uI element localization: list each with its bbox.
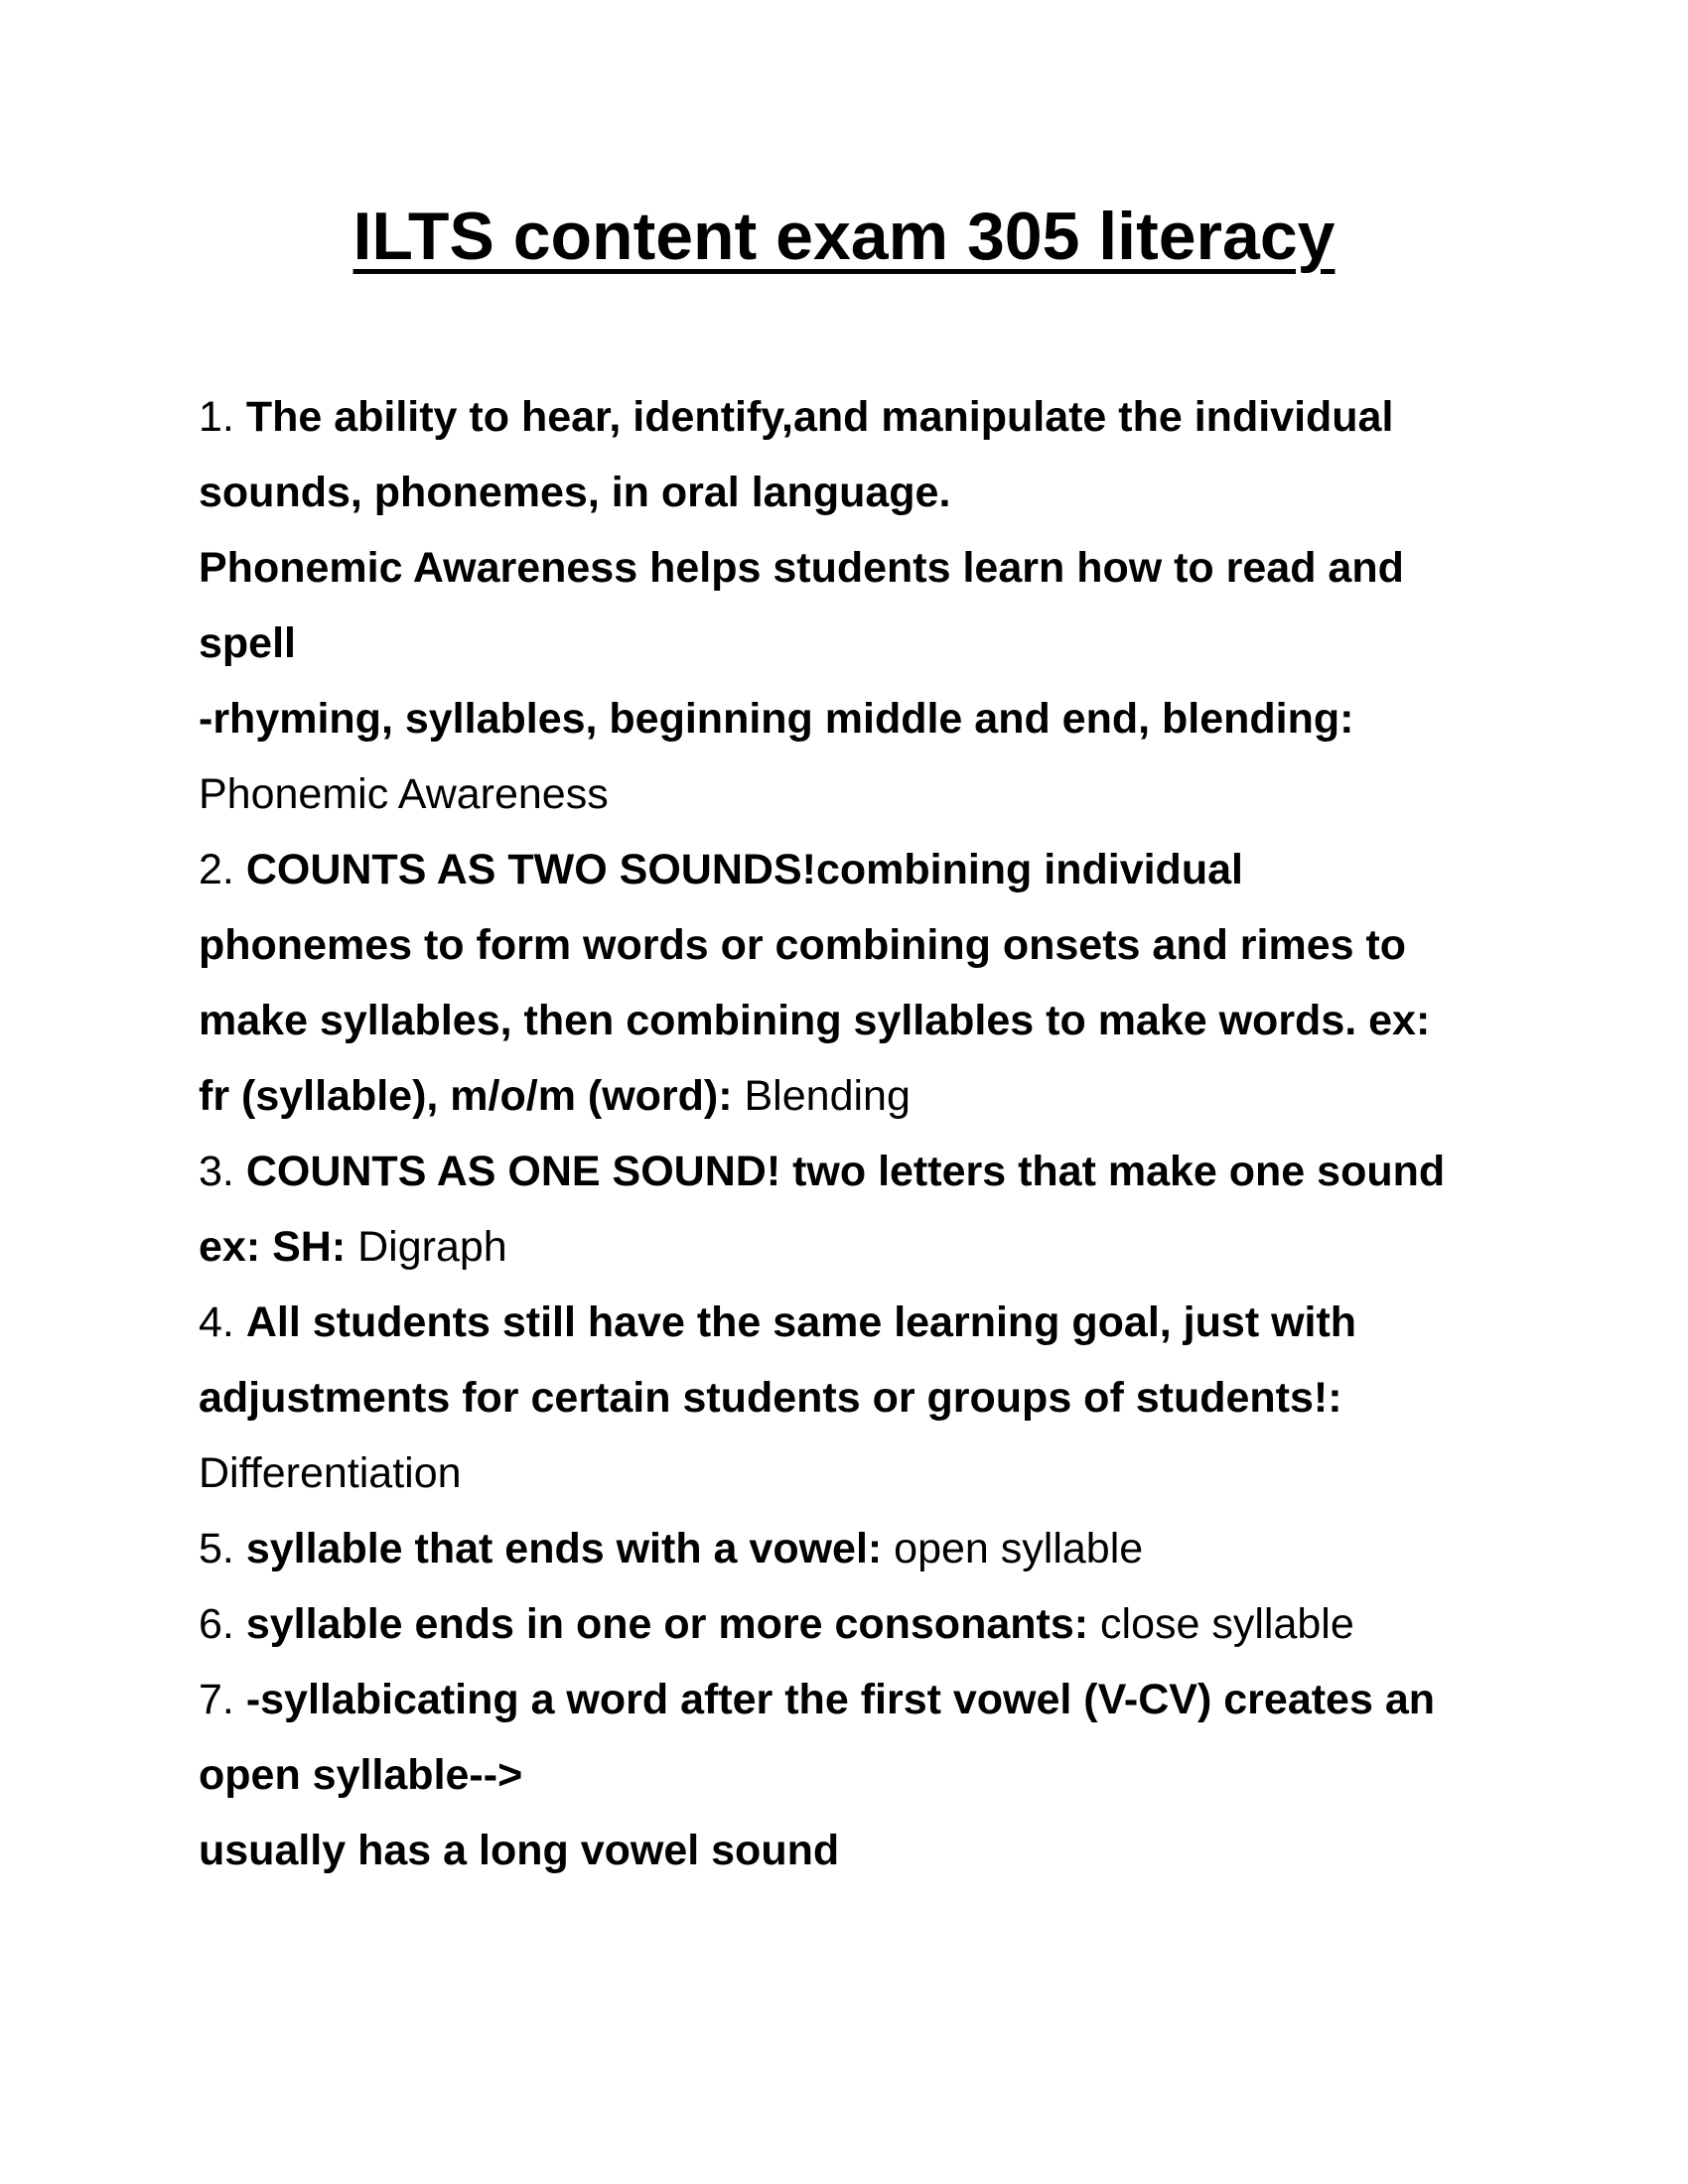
item-prompt: syllable that ends with a vowel: xyxy=(245,1525,883,1572)
item-number: 5. xyxy=(199,1525,234,1572)
list-item xyxy=(199,1134,1509,1285)
item-prompt: -syllabicating a word after the first vowel (V-CV) creates an xyxy=(245,1676,1436,1723)
item-prompt: spell xyxy=(199,619,296,667)
item-line xyxy=(199,1662,1509,1737)
item-prompt: ex: SH: xyxy=(199,1223,347,1271)
item-prompt: make syllables, then combining syllables to make words. ex: xyxy=(199,997,1431,1044)
item-prompt: sounds, phonemes, in oral language. xyxy=(199,469,951,516)
item-prompt: COUNTS AS TWO SOUNDS!combining individual xyxy=(245,846,1243,893)
item-line xyxy=(199,832,1509,907)
item-number: 7. xyxy=(199,1676,234,1723)
item-line xyxy=(199,379,1509,455)
item-line xyxy=(199,1586,1509,1662)
item-answer: Digraph xyxy=(357,1223,507,1271)
item-prompt: syllable ends in one or more consonants: xyxy=(245,1600,1089,1648)
item-answer: open syllable xyxy=(894,1525,1144,1572)
item-line xyxy=(199,1209,1509,1285)
item-answer: close syllable xyxy=(1100,1600,1354,1648)
item-prompt: -rhyming, syllables, beginning middle and end, blending: xyxy=(199,695,1354,743)
item-number: 1. xyxy=(199,393,234,441)
item-line xyxy=(199,1511,1509,1586)
item-prompt: Phonemic Awareness helps students learn how to read and xyxy=(199,544,1404,592)
list-item xyxy=(199,379,1509,832)
item-answer: Phonemic Awareness xyxy=(199,770,609,818)
list-item xyxy=(199,1511,1509,1586)
item-prompt: fr (syllable), m/o/m (word): xyxy=(199,1072,733,1120)
item-number: 3. xyxy=(199,1148,234,1195)
item-prompt: adjustments for certain students or groups of students!: xyxy=(199,1374,1342,1422)
list-item xyxy=(199,1285,1509,1511)
list-item xyxy=(199,1662,1509,1888)
item-number: 6. xyxy=(199,1600,234,1648)
item-answer: Differentiation xyxy=(199,1449,462,1497)
item-prompt: phonemes to form words or combining onsets and rimes to xyxy=(199,921,1407,969)
item-prompt: All students still have the same learning goal, just with xyxy=(245,1298,1357,1346)
list-item xyxy=(199,1586,1509,1662)
item-number: 2. xyxy=(199,846,234,893)
item-prompt: open syllable--> xyxy=(199,1751,523,1799)
flashcard-list xyxy=(199,379,1509,1888)
list-item xyxy=(199,832,1509,1134)
item-answer: Blending xyxy=(744,1072,911,1120)
item-prompt: COUNTS AS ONE SOUND! two letters that make one sound xyxy=(245,1148,1446,1195)
item-line xyxy=(199,1134,1509,1209)
item-line xyxy=(199,1058,1509,1134)
item-prompt: usually has a long vowel sound xyxy=(199,1827,840,1874)
item-number: 4. xyxy=(199,1298,234,1346)
item-prompt: The ability to hear, identify,and manipulate the individual xyxy=(245,393,1394,441)
page-title: ILTS content exam 305 literacy xyxy=(352,199,1336,274)
item-line xyxy=(199,1285,1509,1360)
